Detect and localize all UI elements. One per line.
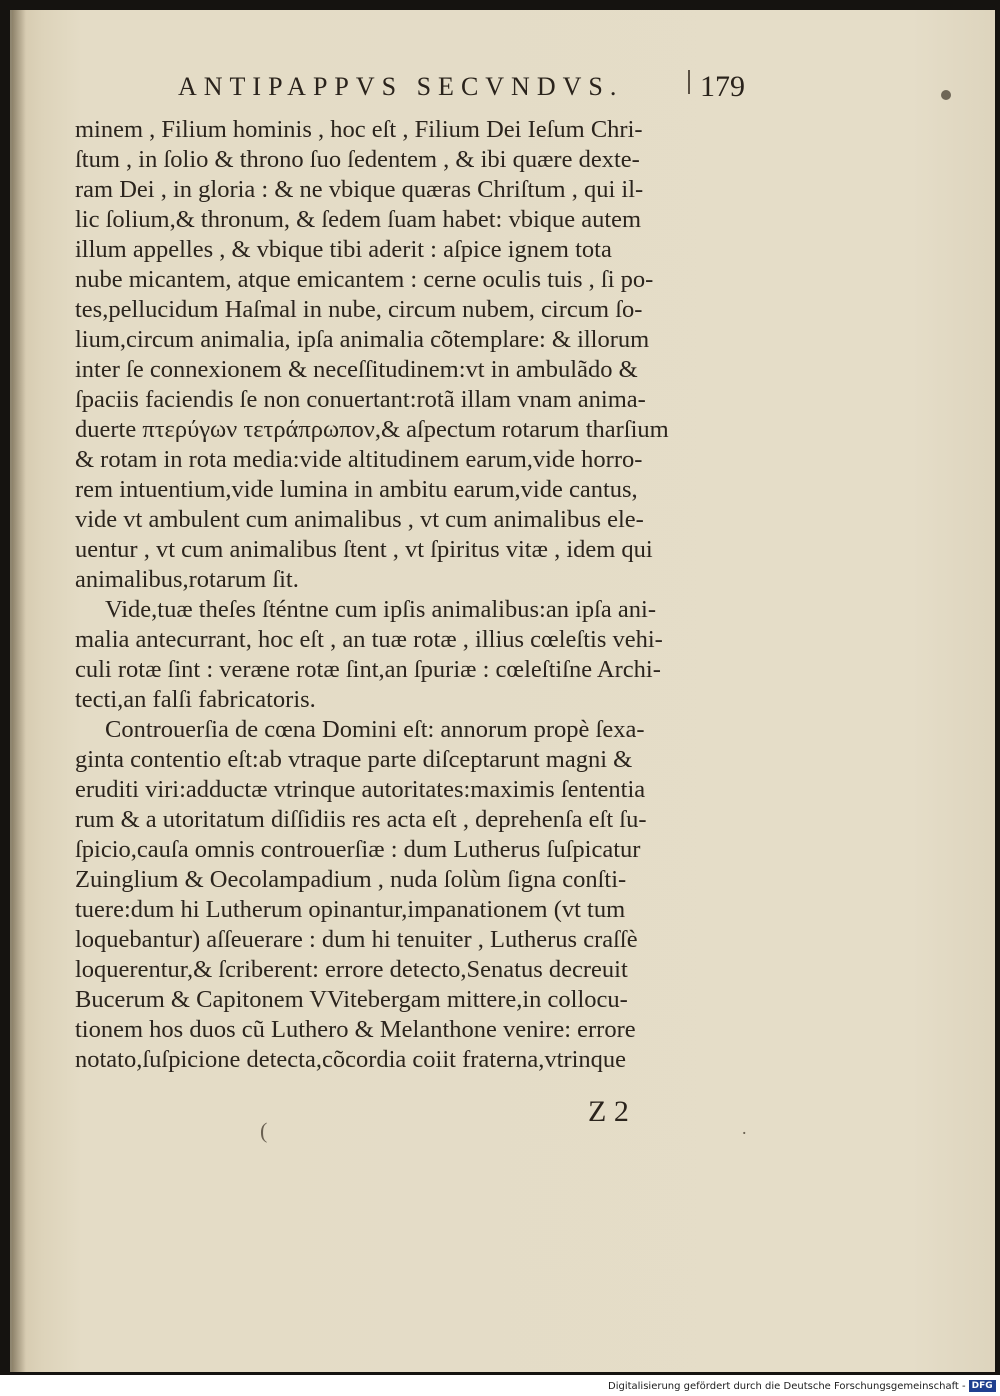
text-line: ram Dei , in gloria : & ne vbique quæras Chriſtum , qui il- (75, 176, 644, 203)
text-line: ſpaciis faciendis ſe non conuertant:rotã illam vnam anima- (75, 386, 646, 413)
page-number: 179 (700, 70, 745, 103)
text-line: ſtum , in ſolio & throno ſuo ſedentem , & ibi quære dexte- (75, 146, 640, 173)
text-line: vide vt ambulent cum animalibus , vt cum animalibus ele- (75, 506, 644, 533)
text-line: inter ſe connexionem & neceſſitudinem:vt in ambulãdo & (75, 356, 638, 383)
funding-note (608, 1380, 996, 1392)
text-line: rum & a utoritatum diſſidiis res acta eſt , deprehenſa eſt ſu- (75, 806, 647, 833)
text-line: lic ſolium,& thronum, & ſedem ſuam habet: vbique autem (75, 206, 642, 233)
signature-mark: Z 2 (588, 1095, 629, 1128)
text-line: tionem hos duos cũ Luthero & Melanthone venire: errore (75, 1016, 636, 1043)
text-line: rem intuentium,vide lumina in ambitu earum,vide cantus, (75, 476, 638, 503)
text-line: animalibus,rotarum ſit. (75, 566, 299, 593)
text-line: loquebantur) aſſeuerare : dum hi tenuiter , Lutherus craſſè (75, 926, 638, 953)
text-line-paragraph-start: Vide,tuæ theſes ſténtne cum ipſis animalibus:an ipſa ani- (105, 596, 657, 623)
text-line: ſpicio,cauſa omnis controuerſiæ : dum Lutherus ſuſpicatur (75, 836, 641, 863)
text-line-paragraph-start: Controuerſia de cœna Domini eſt: annorum propè ſexa- (105, 716, 645, 743)
text-line: tuere:dum hi Lutherum opinantur,impanationem (vt tum (75, 896, 626, 923)
margin-mark-left: ( (260, 1118, 268, 1143)
dfg-logo: DFG (969, 1380, 996, 1392)
text-line: nube micantem, atque emicantem : cerne oculis tuis , ſi po- (75, 266, 654, 293)
text-line: loquerentur,& ſcriberent: errore detecto,Senatus decreuit (75, 956, 628, 983)
text-line: tes,pellucidum Haſmal in nube, circum nubem, circum ſo- (75, 296, 643, 323)
text-line: culi rotæ ſint : veræne rotæ ſint,an ſpuriæ : cœleſtiſne Archi- (75, 656, 661, 683)
text-line: ginta contentio eſt:ab vtraque parte diſceptarunt magni & (75, 746, 633, 773)
text-line: minem , Filium hominis , hoc eſt , Filium Dei Ieſum Chri- (75, 116, 643, 143)
text-line: notato,ſuſpicione detecta,cõcordia coiit fraterna,vtrinque (75, 1046, 627, 1073)
margin-tick (688, 70, 690, 94)
text-line: duerte πτερύγων τετράπρωπον,& aſpectum rotarum tharſium (75, 416, 669, 443)
text-line: lium,circum animalia, ipſa animalia cõtemplare: & illorum (75, 326, 650, 353)
text-line: Bucerum & Capitonem VVitebergam mittere,in collocu- (75, 986, 628, 1013)
body-text (75, 115, 765, 1075)
text-line: uentur , vt cum animalibus ſtent , vt ſpiritus vitæ , idem qui (75, 536, 653, 563)
text-line: illum appelles , & vbique tibi aderit : aſpice ignem tota (75, 236, 612, 263)
text-line: Zuinglium & Oecolampadium , nuda ſolùm ſigna conſti- (75, 866, 627, 893)
funding-text: Digitalisierung gefördert durch die Deutsche Forschungsgemeinschaft - (608, 1381, 966, 1392)
margin-mark-right: . (742, 1118, 747, 1138)
edge-spot (941, 90, 951, 100)
text-line: eruditi viri:adductæ vtrinque autoritates:maximis ſententia (75, 776, 646, 803)
text-line: malia antecurrant, hoc eſt , an tuæ rotæ , illius cœleſtis vehi- (75, 626, 663, 653)
running-head: ANTIPAPPVS SECVNDVS. (178, 72, 624, 101)
text-line: tecti,an falſi fabricatoris. (75, 686, 316, 713)
text-line: & rotam in rota media:vide altitudinem earum,vide horro- (75, 446, 643, 473)
